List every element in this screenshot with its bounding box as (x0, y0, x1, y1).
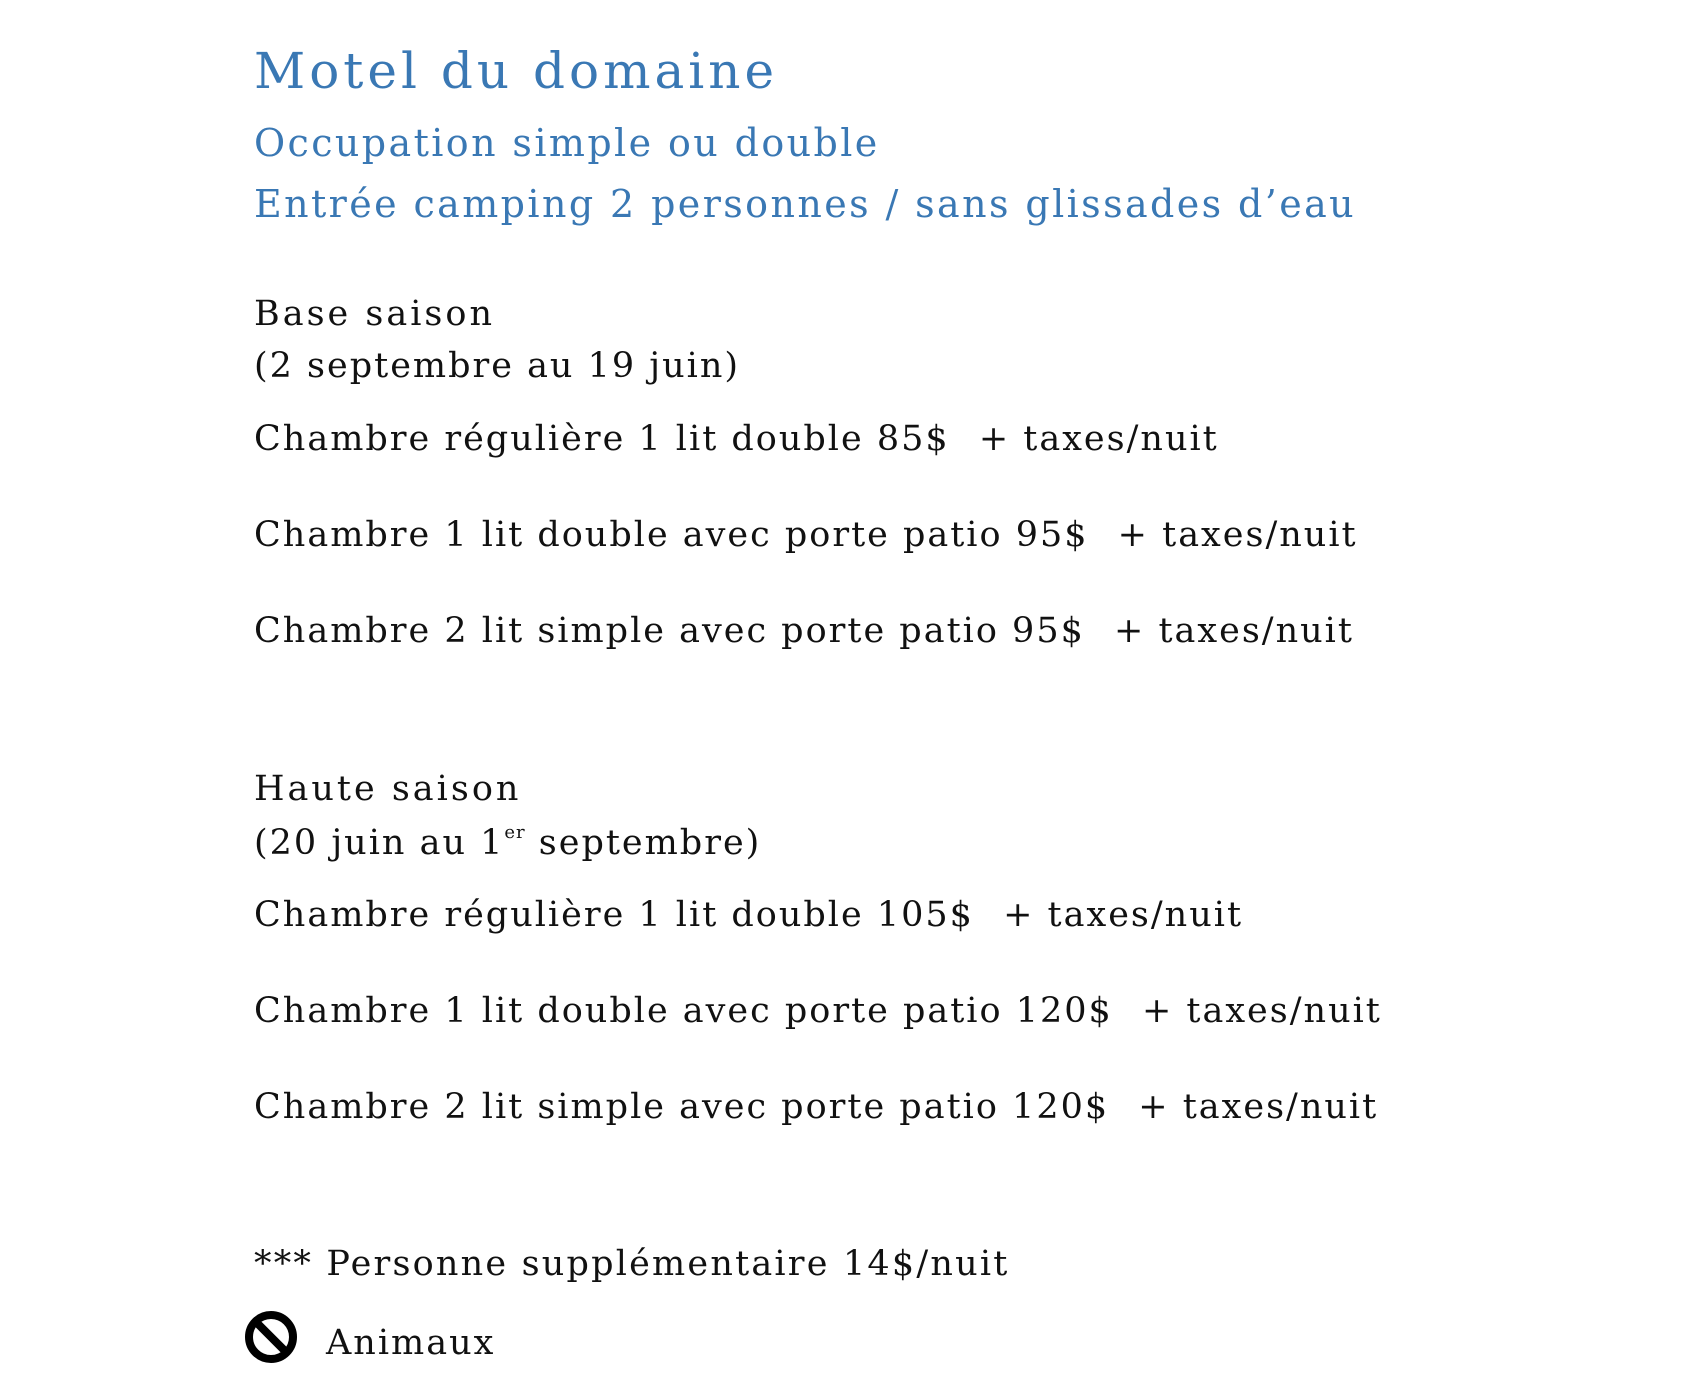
room-price: 105$ (876, 895, 974, 935)
page-title: Motel du domaine (254, 42, 779, 100)
room-price: 95$ (1015, 515, 1089, 555)
high-room-2 (254, 991, 1382, 1031)
base-season-label: Base saison (254, 294, 495, 334)
room-suffix: + taxes/nuit (1114, 611, 1354, 651)
room-suffix: + taxes/nuit (1117, 515, 1358, 555)
base-room-1 (254, 419, 1219, 459)
room-suffix: + taxes/nuit (978, 419, 1219, 459)
room-price: 120$ (1012, 1087, 1110, 1127)
room-price: 120$ (1015, 991, 1113, 1031)
room-description: Chambre 2 lit simple avec porte patio (254, 1087, 999, 1127)
base-room-3 (254, 611, 1354, 651)
dates-prefix: (20 juin au 1 (254, 823, 505, 863)
base-season-dates: (2 septembre au 19 juin) (254, 346, 741, 386)
dates-suffix: septembre) (525, 823, 762, 863)
room-description: Chambre 2 lit simple avec porte patio (254, 611, 999, 651)
high-season-dates (254, 823, 761, 863)
room-description: Chambre régulière 1 lit double (254, 419, 864, 459)
high-season-label: Haute saison (254, 769, 522, 809)
animals-label: Animaux (326, 1323, 496, 1363)
subtitle-occupation: Occupation simple ou double (254, 121, 880, 165)
no-symbol-icon (243, 1309, 299, 1365)
base-room-2 (254, 515, 1358, 555)
high-room-3 (254, 1087, 1378, 1127)
room-price: 85$ (876, 419, 950, 459)
room-suffix: + taxes/nuit (1003, 895, 1244, 935)
room-price: 95$ (1012, 611, 1085, 651)
high-room-1 (254, 895, 1243, 935)
room-suffix: + taxes/nuit (1138, 1087, 1379, 1127)
room-description: Chambre 1 lit double avec porte patio (254, 515, 1003, 555)
dates-superscript: er (504, 822, 526, 843)
subtitle-camping: Entrée camping 2 personnes / sans glissades d’eau (254, 182, 1357, 226)
room-description: Chambre 1 lit double avec porte patio (254, 991, 1003, 1031)
extra-person-note: *** Personne supplémentaire 14$/nuit (254, 1244, 1010, 1284)
room-suffix: + taxes/nuit (1141, 991, 1382, 1031)
room-description: Chambre régulière 1 lit double (254, 895, 864, 935)
